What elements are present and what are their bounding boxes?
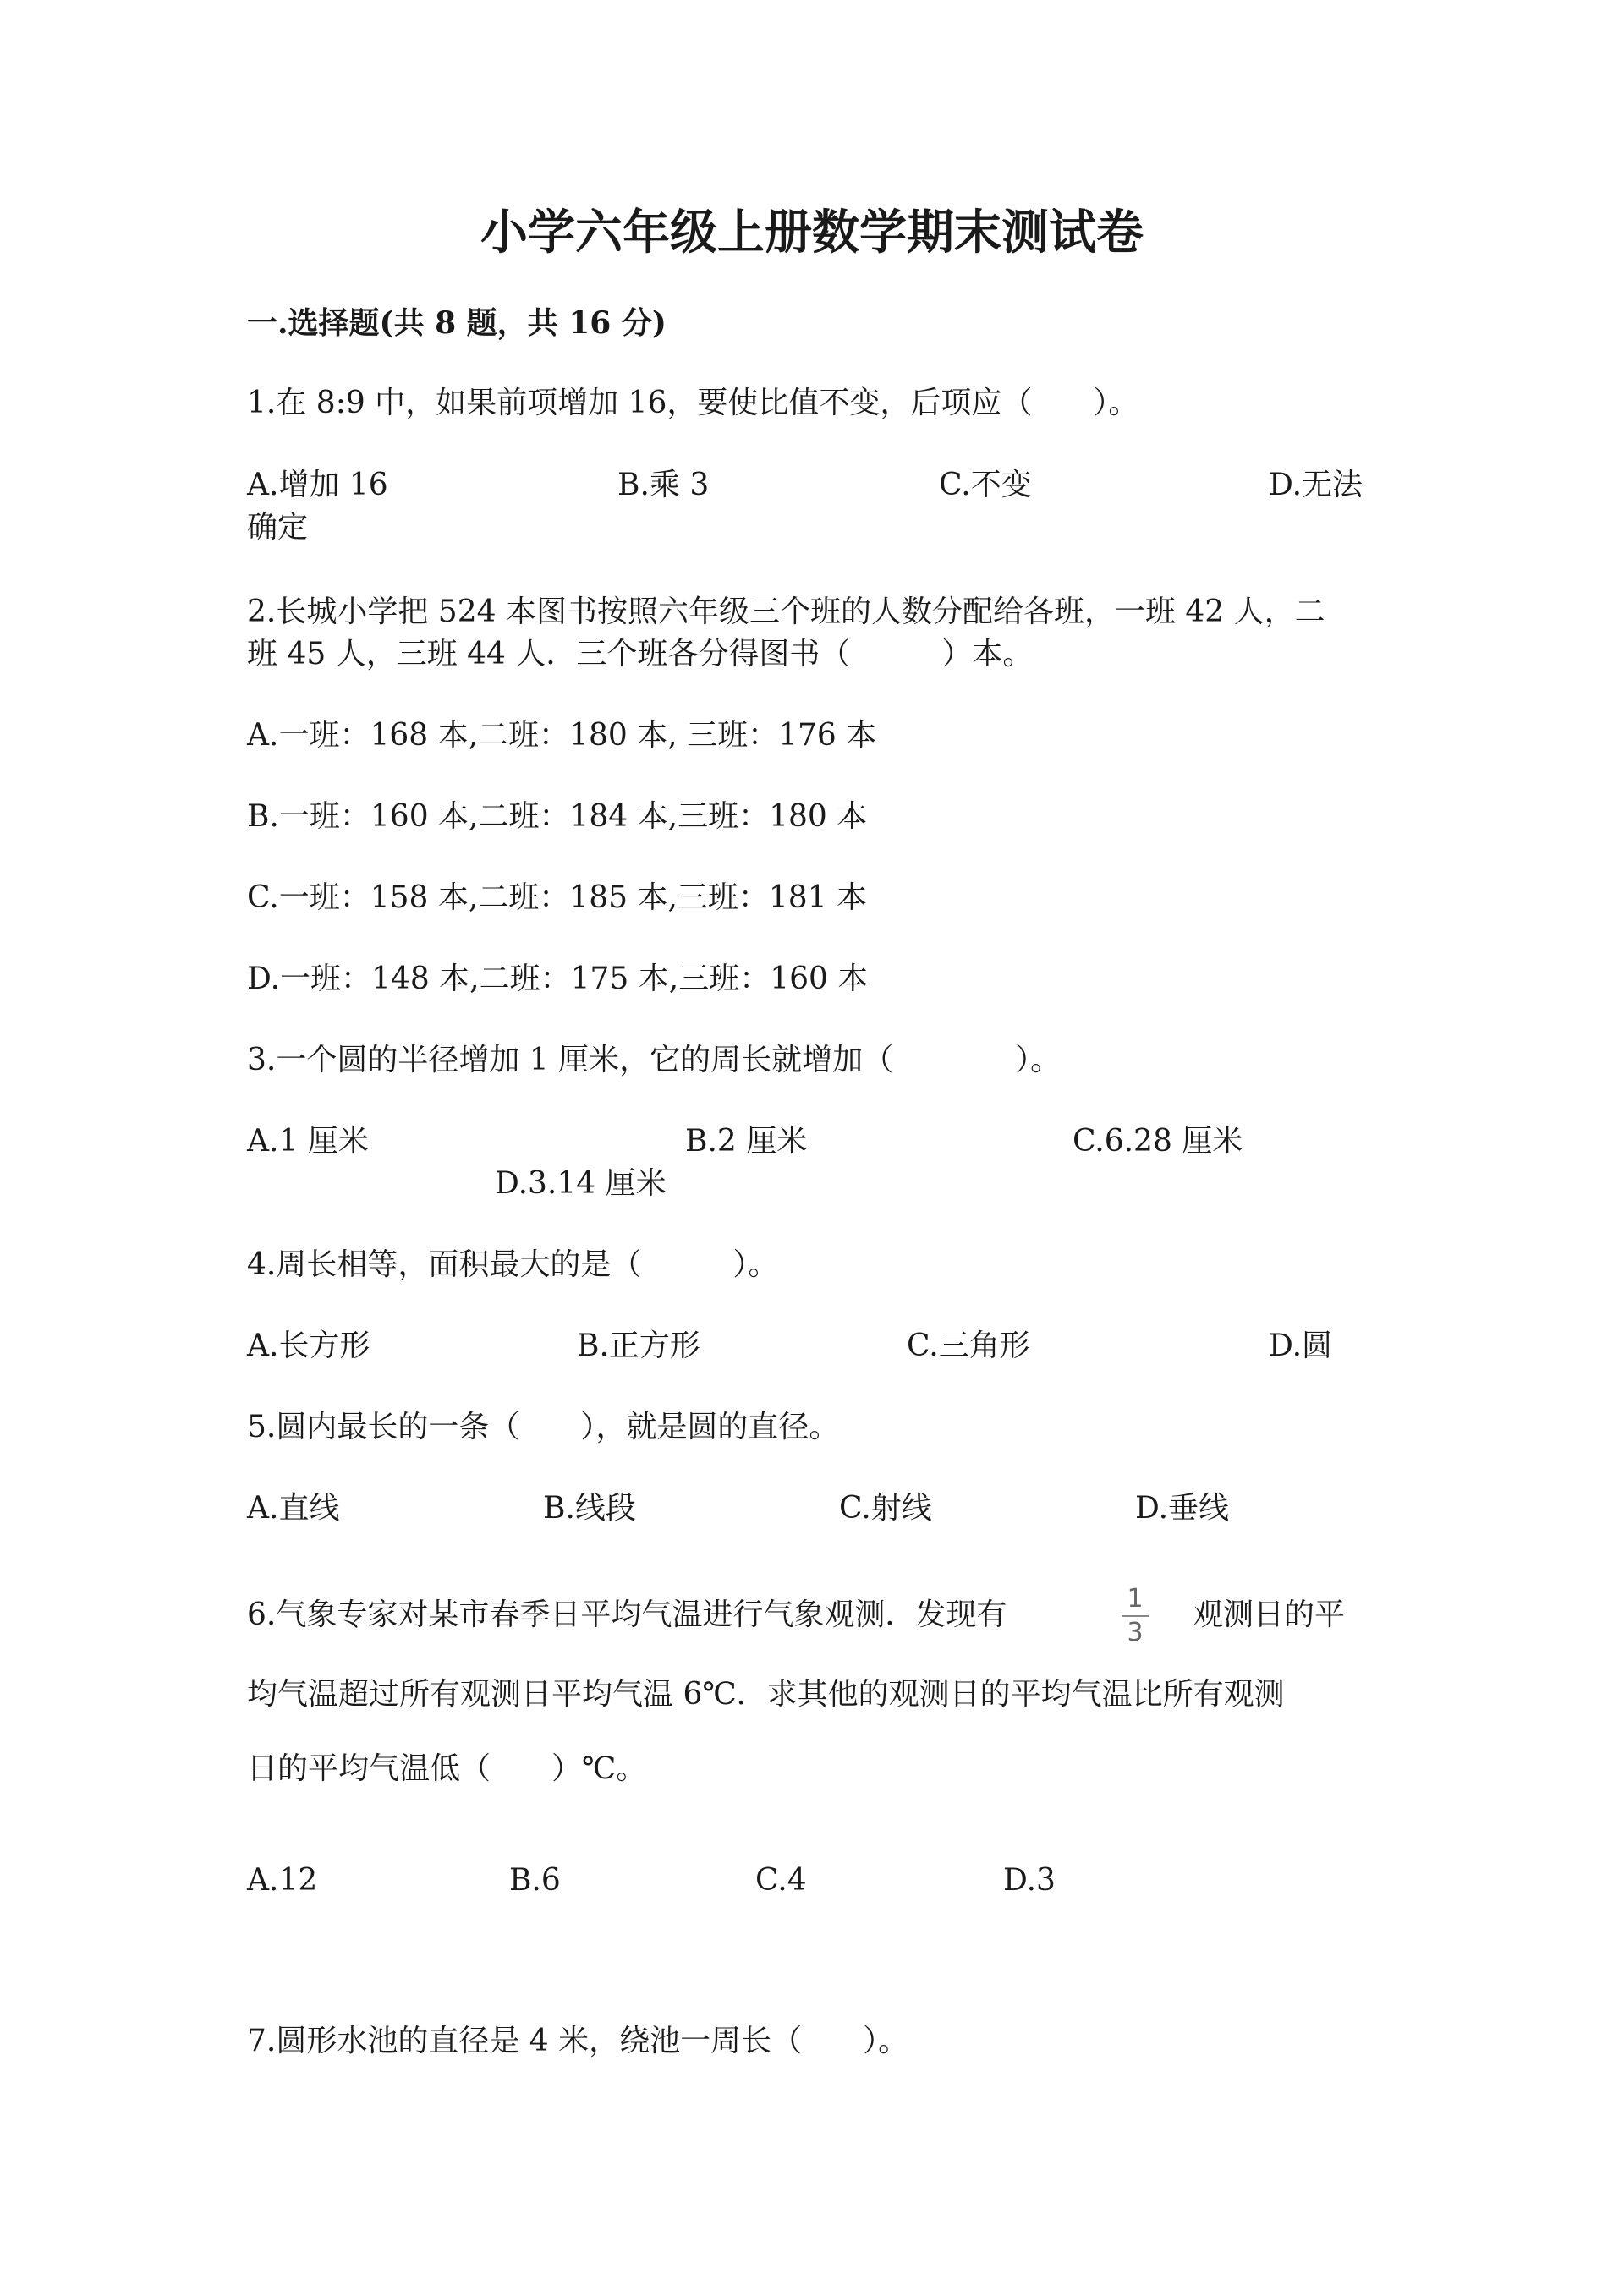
question-6-stem-part2: 观测日的平 [1193,1597,1346,1632]
question-6-option-c: C.4 [755,1863,807,1898]
question-2-stem-line1: 2.长城小学把 524 本图书按照六年级三个班的人数分配给各班，一班 42 人，二 [247,595,1325,629]
question-4-option-a: A.长方形 [247,1329,370,1363]
question-3-option-d: D.3.14 厘米 [495,1166,667,1201]
question-4-stem: 4.周长相等，面积最大的是（ ）。 [247,1247,779,1282]
question-3-option-c: C.6.28 厘米 [1073,1124,1243,1159]
fraction-bar [1122,1615,1149,1617]
question-6-stem-line2: 均气温超过所有观测日平均气温 6℃．求其他的观测日的平均气温比所有观测 [247,1677,1285,1712]
page-title: 小学六年级上册数学期末测试卷 [480,205,1144,260]
question-1-option-b: B.乘 3 [617,468,710,502]
question-5-option-d: D.垂线 [1135,1491,1230,1526]
fraction-denominator: 3 [1127,1618,1144,1647]
question-5-option-a: A.直线 [247,1491,340,1526]
fraction-one-third [1118,1586,1152,1647]
question-6-option-b: B.6 [509,1863,561,1898]
question-1-option-d: D.无法 [1269,468,1363,502]
question-5-stem: 5.圆内最长的一条（ ），就是圆的直径。 [247,1410,840,1444]
fraction-numerator: 1 [1127,1584,1144,1614]
section-heading: 一.选择题(共 8 题，共 16 分) [247,305,667,341]
question-6-option-a: A.12 [247,1863,318,1898]
question-7-stem: 7.圆形水池的直径是 4 米，绕池一周长（ ）。 [247,2024,909,2058]
question-5-option-c: C.射线 [839,1491,932,1526]
question-2-option-d: D.一班：148 本,二班：175 本,三班：160 本 [247,962,869,996]
question-4-option-d: D.圆 [1269,1329,1333,1363]
question-6-option-d: D.3 [1003,1863,1056,1898]
question-2-option-a: A.一班：168 本,二班：180 本, 三班：176 本 [247,718,877,753]
question-3-stem: 3.一个圆的半径增加 1 厘米，它的周长就增加（ ）。 [247,1043,1062,1077]
question-4-option-b: B.正方形 [577,1329,700,1363]
question-1-option-c: C.不变 [939,468,1032,502]
question-2-option-b: B.一班：160 本,二班：184 本,三班：180 本 [247,799,868,834]
question-4-option-c: C.三角形 [907,1329,1030,1363]
question-5-option-b: B.线段 [543,1491,636,1526]
question-6-stem-line3: 日的平均气温低（ ）℃。 [247,1751,647,1786]
question-1-stem: 1.在 8:9 中，如果前项增加 16，要使比值不变，后项应（ ）。 [247,386,1139,420]
question-3-option-b: B.2 厘米 [685,1124,808,1159]
question-2-stem-line2: 班 45 人，三班 44 人．三个班各分得图书（ ）本。 [247,637,1034,671]
question-3-option-a: A.1 厘米 [247,1124,369,1159]
question-1-option-a: A.增加 16 [247,468,388,502]
question-2-option-c: C.一班：158 本,二班：185 本,三班：181 本 [247,880,868,915]
question-6-stem-part1: 6.气象专家对某市春季日平均气温进行气象观测．发现有 [247,1597,1007,1632]
question-1-option-d-wrap: 确定 [247,510,309,545]
